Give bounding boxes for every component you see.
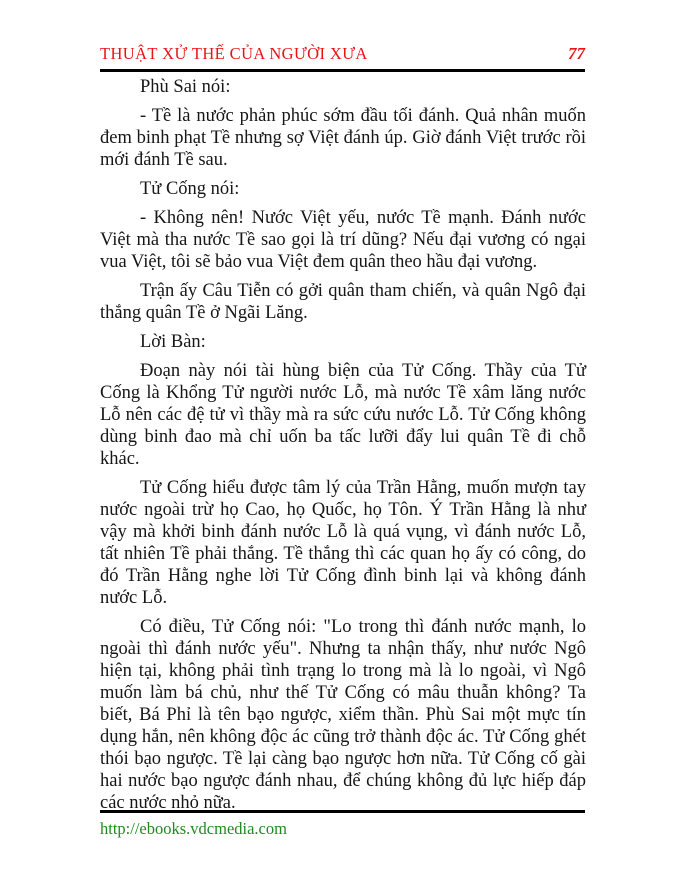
- book-title: THUẬT XỬ THẾ CỦA NGƯỜI XƯA: [100, 44, 368, 63]
- paragraph-commentary-3: Có điều, Tử Cống nói: "Lo trong thì đánh nước mạnh, lo ngoài thì đánh nước yếu". Nhưng ta nhận thấy, như nước Ngô hiện tại, không phải tình trạng lo trong mà là lo ngoài, vì Ngô muốn làm bá chủ, như thế Tử Cống có mâu thuẫn không? Ta biết, Bá Phỉ là tên bạo ngược, xiểm thần. Phù Sai một mực tín dụng hắn, nên không độc ác cũng trở thành độc ác. Tử Cống ghét thói bạo ngược. Tề lại càng bạo ngược hơn nữa. Tử Cống cố gài hai nước bạo ngược đánh nhau, để chúng không đủ lực hiếp đáp các nước nhỏ nữa.: [100, 617, 586, 813]
- paragraph-phu-sai-speech: - Tề là nước phản phúc sớm đầu tối đánh. Quả nhân muốn đem binh phạt Tề nhưng sợ Việt đánh úp. Giờ đánh Việt trước rồi mới đánh Tề sau.: [100, 106, 586, 170]
- ebooks-link[interactable]: http://ebooks.vdcmedia.com: [100, 819, 287, 838]
- page-footer: [100, 810, 585, 839]
- paragraph-battle-result: Trận ấy Câu Tiễn có gởi quân tham chiến, và quân Ngô đại thắng quân Tề ở Ngãi Lăng.: [100, 281, 586, 323]
- page-header: [100, 44, 585, 72]
- paragraph-tu-cong-intro: Tử Cống nói:: [140, 179, 240, 199]
- paragraph-commentary-1: Đoạn này nói tài hùng biện của Tử Cống. Thầy của Tử Cống là Khổng Tử người nước Lỗ, mà nước Tề xâm lăng nước Lỗ nên các đệ tử vì thầy mà ra sức cứu nước Lỗ. Tử Cống không dùng binh đao mà chỉ uốn ba tấc lưỡi đẩy lui quân Tề đi chỗ khác.: [100, 361, 586, 469]
- paragraph-tu-cong-speech: - Không nên! Nước Việt yếu, nước Tề mạnh. Đánh nước Việt mà tha nước Tề sao gọi là trí dũng? Nếu đại vương có ngại vua Việt, tôi sẽ bảo vua Việt đem quân theo hầu đại vương.: [100, 208, 586, 272]
- page-body: [100, 76, 586, 821]
- page-number: 77: [568, 44, 585, 63]
- paragraph-commentary-2: Tử Cống hiểu được tâm lý của Trần Hằng, muốn mượn tay nước ngoài trừ họ Cao, họ Quốc, họ Tôn. Ý Trần Hằng là như vậy mà khởi binh đánh nước Lỗ là quá vụng, vì đánh nước Lỗ, tất nhiên Tề phải thắng. Tề thắng thì các quan họ ấy có công, do đó Trần Hằng nghe lời Tử Cống đình binh lại và không đánh nước Lỗ.: [100, 478, 586, 608]
- paragraph-loi-ban-heading: Lời Bàn:: [140, 332, 206, 352]
- paragraph-phu-sai-intro: Phù Sai nói:: [140, 77, 231, 97]
